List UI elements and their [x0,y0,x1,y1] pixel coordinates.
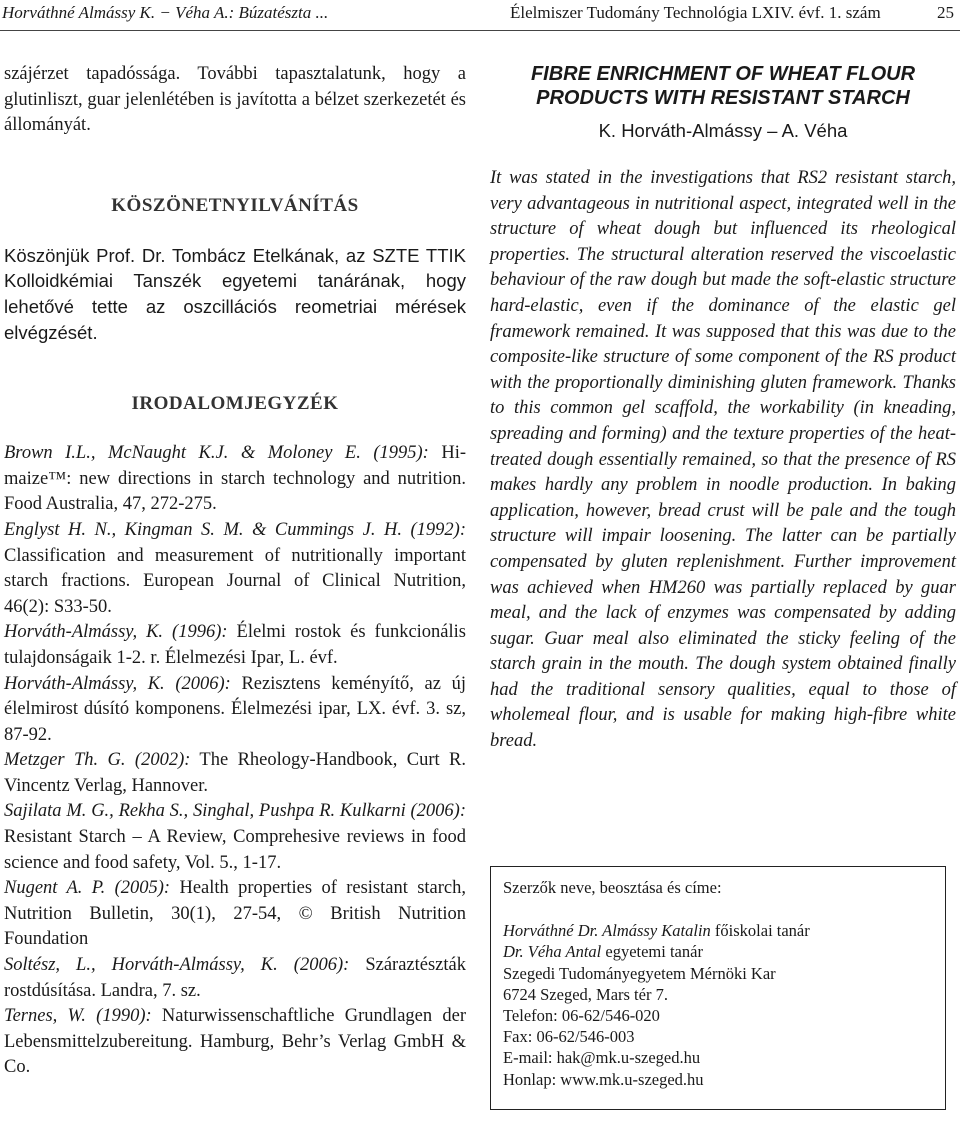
intro-paragraph: szájérzet tapadóssága. További tapasztalatunk, hogy a glutinliszt, guar jelenlétében is javította a bélzet szerkezetét és állományát. [4,64,466,136]
reference-authors: Ternes, W. (1990): [4,1006,152,1027]
reference-authors: Englyst H. N., Kingman S. M. & Cummings J. H. (1992): [4,519,466,540]
english-authors: K. Horváth-Almássy – A. Véha [598,120,848,141]
author-box-title: Szerzők neve, beosztása és címe: [503,878,722,897]
reference-text: Resistant Starch – A Review, Comprehesive reviews in food science and food safety, Vol. 5., 1-17. [4,827,466,873]
reference-text: Rezisztens keményítő, az új élelmirost dúsító komponens. Élelmezési ipar, LX. évf. 3. sz, 87-92. [4,673,466,745]
english-abstract: It was stated in the investigations that RS2 resistant starch, very advantageous in nutritional aspect, integrated well in the structure of wheat dough but influenced its rheological properties. The structural alteration reserved the viscoelastic behaviour of the raw dough but made the soft-elastic structure hard-elastic, even if the dominance of the elastic gel framework remained. It was supposed that this was due to the composite-like structure of some component of the RS product with the proportionally diminishing gluten framework. Thanks to this common gel scaffold, the workability (in kneading, spreading and forming) and the texture properties of the heat-treated dough essentially remained, so that the presence of RS makes hardly any problem in noodle production. In baking application, however, bread crust will be pale and the tough structure will impair loosening. The latter can be partially compensated by gluten replenishment. Further improvement was achieved when HM260 was partially replaced by guar meal, and the lack of enzymes was compensated by adding sugar. Guar meal also eliminated the sticky feeling of the starch grain in the mouth. The dough system obtained finally had the traditional sensory qualities, equal to those of wholemeal flour, and is usable for making high-fibre white bread. [490,168,956,752]
reference-text: Naturwissenschaftliche Grundlagen der Lebensmittelzubereitung. Hamburg, Behr’s Verlag GmbH & Co. [4,1006,466,1078]
reference-authors: Soltész, L., Horváth-Almássy, K. (2006): [4,955,350,976]
author-role: főiskolai tanár [710,921,810,941]
address: 6724 Szeged, Mars tér 7. [503,984,668,1004]
references-heading: IRODALOMJEGYZÉK [131,393,339,415]
author-line [503,941,933,962]
reference-item [4,748,466,799]
author-name: Horváthné Dr. Almássy Katalin [503,921,711,941]
reference-text: The Rheology-Handbook, Curt R. Vincentz Verlag, Hannover. [4,750,466,796]
english-title-line: PRODUCTS WITH RESISTANT STARCH [536,87,910,109]
email: E-mail: hak@mk.u-szeged.hu [503,1048,701,1068]
reference-item [4,620,466,671]
institution: Szegedi Tudományegyetem Mérnöki Kar [503,963,776,983]
homepage: Honlap: www.mk.u-szeged.hu [503,1069,704,1089]
reference-text: Hi-maize™: new directions in starch technology and nutrition. Food Australia, 47, 272-275. [4,443,466,515]
header-authors-title: Horváthné Almássy K. − Véha A.: Búzatészta ... [2,3,329,22]
reference-text: Élelmi rostok és funkcionális tulajdonságaik 1-2. r. Élelmezési Ipar, L. évf. [4,622,466,668]
reference-authors: Metzger Th. G. (2002): [4,750,191,771]
reference-text: Health properties of resistant starch, Nutrition Bulletin, 30(1), 27-54, © British Nutrition Foundation [4,878,466,950]
reference-item [4,953,466,1004]
author-line [503,920,933,941]
page-number: 25 [937,3,954,22]
reference-authors: Sajilata M. G., Rekha S., Singhal, Pushpa R. Kulkarni (2006): [4,801,466,822]
reference-item [4,441,466,518]
english-title-line: FIBRE ENRICHMENT OF WHEAT FLOUR [530,63,916,85]
reference-text: Classification and measurement of nutritionally important starch fractions. European Journal of Clinical Nutrition, 46(2): S33-50. [4,545,466,617]
reference-list [4,441,466,1081]
author-role: egyetemi tanár [601,942,703,962]
reference-item [4,876,466,953]
reference-item [4,799,466,876]
header-journal: Élelmiszer Tudomány Technológia LXIV. évf. 1. szám [510,3,881,22]
acknowledgement-text: Köszönjük Prof. Dr. Tombácz Etelkának, az SZTE TTIK Kolloidkémiai Tanszék egyetemi tanárának, hogy lehetővé tette az oszcillációs reometriai mérések elvégzését. [4,244,466,343]
reference-item [4,518,466,620]
reference-item [4,1004,466,1081]
english-title [490,62,956,110]
reference-authors: Horváth-Almássy, K. (2006): [4,673,231,694]
header-rule [0,30,960,31]
phone: Telefon: 06-62/546-020 [503,1006,660,1026]
running-header [0,3,960,27]
author-info-box [490,866,946,1110]
reference-text: Száraztészták rostdúsítása. Landra, 7. sz. [4,955,466,1001]
fax: Fax: 06-62/546-003 [503,1027,635,1047]
reference-authors: Horváth-Almássy, K. (1996): [4,622,228,643]
reference-item [4,672,466,749]
reference-authors: Nugent A. P. (2005): [4,878,171,899]
right-column [490,62,956,755]
reference-authors: Brown I.L., McNaught K.J. & Moloney E. (1995): [4,443,429,464]
left-column [4,62,466,1081]
acknowledgement-heading: KÖSZÖNETNYILVÁNÍTÁS [111,194,359,216]
author-name: Dr. Véha Antal [503,942,602,962]
